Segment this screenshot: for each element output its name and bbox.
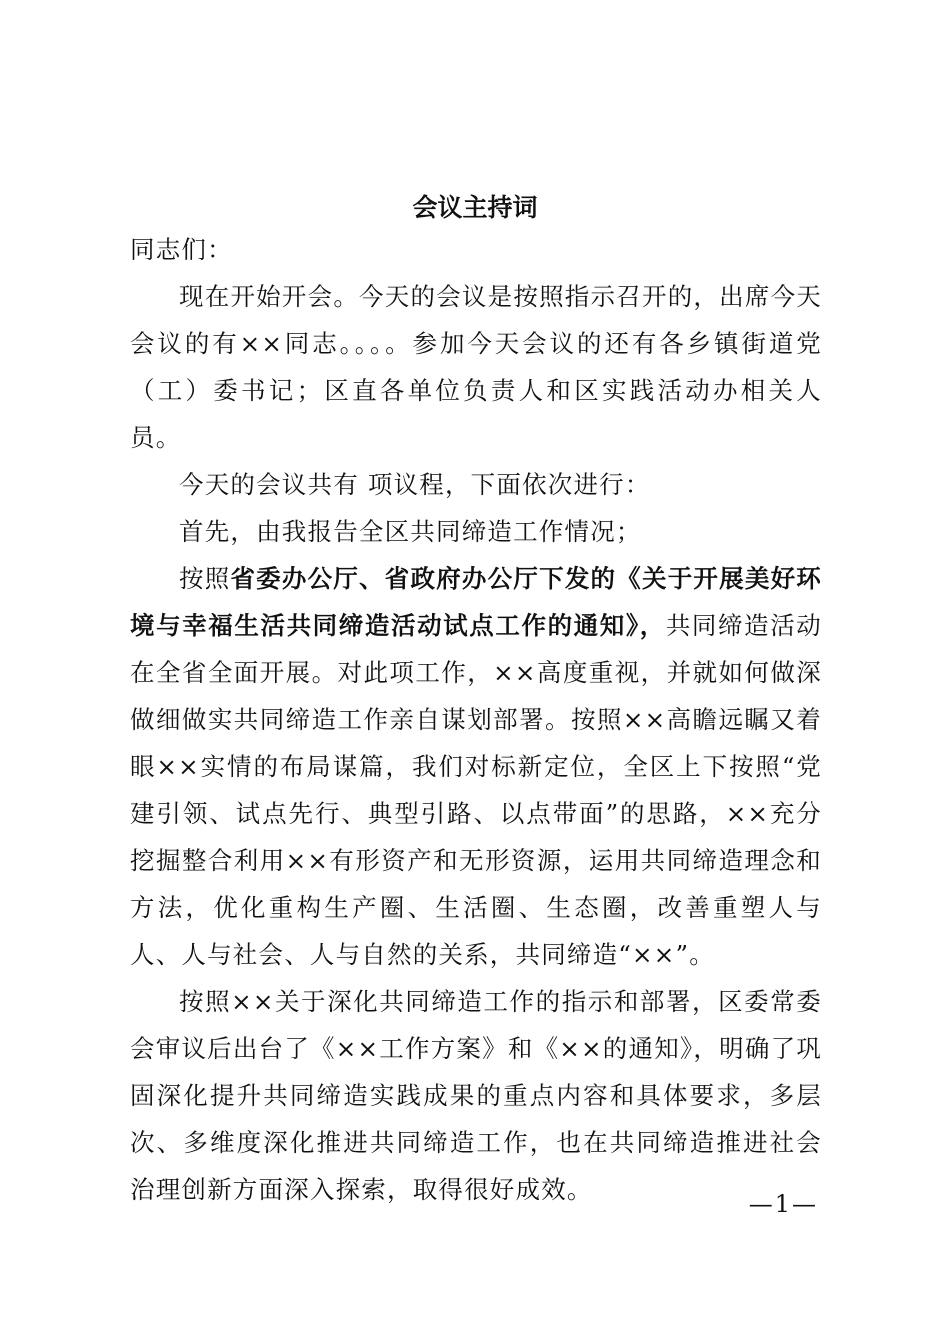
paragraph-opening: 现在开始开会。今天的会议是按照指示召开的，出席今天会议的有××同志。。。。参加今天会议的还有各乡镇街道党（工）委书记；区直各单位负责人和区实践活动办相关人员。 bbox=[130, 282, 822, 452]
paragraph-agenda: 今天的会议共有 项议程，下面依次进行： bbox=[179, 470, 651, 499]
paragraph-background-bold: 省委办公厅、省政府办公厅下发的《关于开展美好环境与幸福生活共同缔造活动试点工作的通知》， bbox=[130, 564, 822, 640]
paragraph-background-rest: 共同缔造活动在全省全面开展。对此项工作，××高度重视，并就如何做深做细做实共同缔造工作亲自谋划部署。按照××高瞻远瞩又着眼××实情的布局谋篇，我们对标新定位，全区上下按照“党建引领、试点先行、典型引路、以点带面”的思路，××充分挖掘整合利用××有形资产和无形资源，运用共同缔造理念和方法，优化重构生产圈、生活圈、生态圈，改善重塑人与人、人与社会、人与自然的关系，共同缔造“××”。 bbox=[130, 611, 823, 969]
document-title: 会议主持词 bbox=[412, 193, 538, 222]
document-body bbox=[130, 226, 822, 1213]
paragraph-deepening: 按照××关于深化共同缔造工作的指示和部署，区委常委会审议后出台了《××工作方案》和《××的通知》，明确了巩固深化提升共同缔造实践成果的重点内容和具体要求，多层次、多维度深化推进共同缔造工作，也在共同缔造推进社会治理创新方面深入探索，取得很好成效。 bbox=[130, 987, 822, 1204]
paragraph-background-lead: 按照 bbox=[179, 564, 231, 593]
greeting: 同志们： bbox=[130, 235, 233, 264]
paragraph-background bbox=[130, 555, 822, 978]
page-number: —1— bbox=[748, 1190, 818, 1218]
paragraph-first-item: 首先，由我报告全区共同缔造工作情况； bbox=[179, 517, 642, 546]
